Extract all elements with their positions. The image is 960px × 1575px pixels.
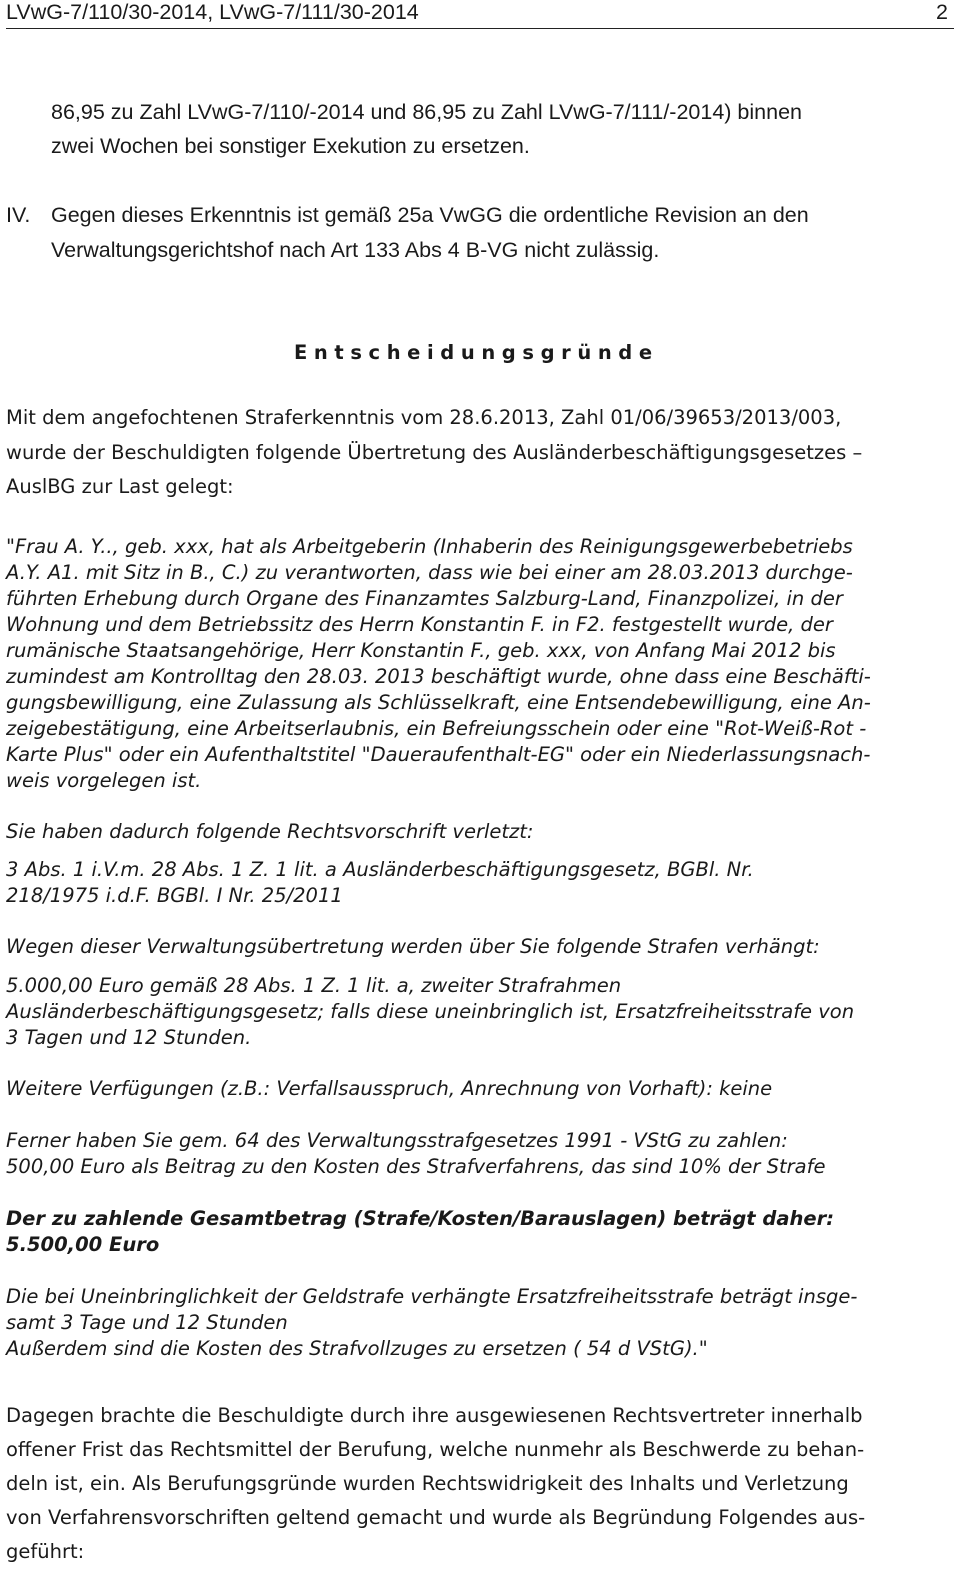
quote-line: samt 3 Tage und 12 Stunden [6,1311,288,1334]
quote-line: weis vorgelegen ist. [6,769,202,792]
section-iv-line: Gegen dieses Erkenntnis ist gemäß 25a VwGG die ordentliche Revision an den [51,203,809,227]
page-header [6,0,954,29]
quote-line: rumänische Staatsangehörige, Herr Konstantin F., geb. xxx, von Anfang Mai 2012 bis [6,639,836,662]
quote-line: führten Erhebung durch Organe des Finanzamtes Salzburg-Land, Finanzpolizei, in der [6,587,843,610]
total-amount-line: Der zu zahlende Gesamtbetrag (Strafe/Kosten/Barauslagen) beträgt daher: [6,1207,835,1230]
quote-line: zeigebestätigung, eine Arbeitserlaubnis, ein Befreiungsschein oder eine "Rot-Weiß-Rot - [6,717,867,740]
paragraph-line: wurde der Beschuldigten folgende Übertretung des Ausländerbeschäftigungsgesetzes – [6,441,863,464]
quote-line: 218/1975 i.d.F. BGBl. I Nr. 25/2011 [6,884,343,907]
quote-line: Weitere Verfügungen (z.B.: Verfallsausspruch, Anrechnung von Vorhaft): keine [6,1077,773,1100]
paragraph-line: von Verfahrensvorschriften geltend gemacht und wurde als Begründung Folgendes aus- [6,1506,866,1529]
quote-line: 3 Tagen und 12 Stunden. [6,1026,252,1049]
quote-line: Wohnung und dem Betriebssitz des Herrn Konstantin F. in F2. festgestellt wurde, der [6,613,833,636]
quote-line: gungsbewilligung, eine Zulassung als Schlüsselkraft, eine Entsendebewilligung, eine An- [6,691,871,714]
section-heading: Entscheidungsgründe [294,341,659,364]
paragraph-line: Dagegen brachte die Beschuldigte durch ihre ausgewiesenen Rechtsvertreter innerhalb [6,1404,863,1427]
quote-line: Außerdem sind die Kosten des Strafvollzuges zu ersetzen ( 54 d VStG)." [6,1337,708,1360]
quote-line: 500,00 Euro als Beitrag zu den Kosten des Strafverfahrens, das sind 10% der Strafe [6,1155,826,1178]
paragraph-line: geführt: [6,1540,85,1563]
section-iv-line: Verwaltungsgerichtshof nach Art 133 Abs 4 B-VG nicht zulässig. [51,238,660,262]
quote-line: 5.000,00 Euro gemäß 28 Abs. 1 Z. 1 lit. a, zweiter Strafrahmen [6,974,622,997]
page-number: 2 [936,0,948,24]
paragraph-line: AuslBG zur Last gelegt: [6,475,234,498]
paragraph-line: offener Frist das Rechtsmittel der Berufung, welche nunmehr als Beschwerde zu behan- [6,1438,865,1461]
document-reference: LVwG-7/110/30-2014, LVwG-7/111/30-2014 [6,0,419,24]
quote-line: "Frau A. Y.., geb. xxx, hat als Arbeitgeberin (Inhaberin des Reinigungsgewerbebetriebs [6,535,853,558]
quote-line: 3 Abs. 1 i.V.m. 28 Abs. 1 Z. 1 lit. a Ausländerbeschäftigungsgesetz, BGBl. Nr. [6,858,754,881]
quote-line: Ferner haben Sie gem. 64 des Verwaltungsstrafgesetzes 1991 - VStG zu zahlen: [6,1129,788,1152]
intro-line: 86,95 zu Zahl LVwG-7/110/-2014 und 86,95 zu Zahl LVwG-7/111/-2014) binnen [51,100,802,124]
quote-line: Ausländerbeschäftigungsgesetz; falls diese uneinbringlich ist, Ersatzfreiheitsstrafe von [6,1000,855,1023]
quote-line: A.Y. A1. mit Sitz in B., C.) zu verantworten, dass wie bei einer am 28.03.2013 durchge- [6,561,853,584]
quote-line: Karte Plus" oder ein Aufenthaltstitel "Daueraufenthalt-EG" oder ein Niederlassungsnach- [6,743,871,766]
quote-line: Wegen dieser Verwaltungsübertretung werden über Sie folgende Strafen verhängt: [6,935,820,958]
quote-line: zumindest am Kontrolltag den 28.03. 2013 beschäftigt wurde, ohne dass eine Beschäfti- [6,665,871,688]
paragraph-line: Mit dem angefochtenen Straferkenntnis vom 28.6.2013, Zahl 01/06/39653/2013/003, [6,406,842,429]
paragraph-line: deln ist, ein. Als Berufungsgründe wurden Rechtswidrigkeit des Inhalts und Verletzung [6,1472,849,1495]
total-amount-line: 5.500,00 Euro [6,1233,160,1256]
intro-line: zwei Wochen bei sonstiger Exekution zu ersetzen. [51,134,530,158]
quote-line: Sie haben dadurch folgende Rechtsvorschrift verletzt: [6,820,534,843]
quote-line: Die bei Uneinbringlichkeit der Geldstrafe verhängte Ersatzfreiheitsstrafe beträgt insge- [6,1285,858,1308]
section-number: IV. [6,203,31,227]
